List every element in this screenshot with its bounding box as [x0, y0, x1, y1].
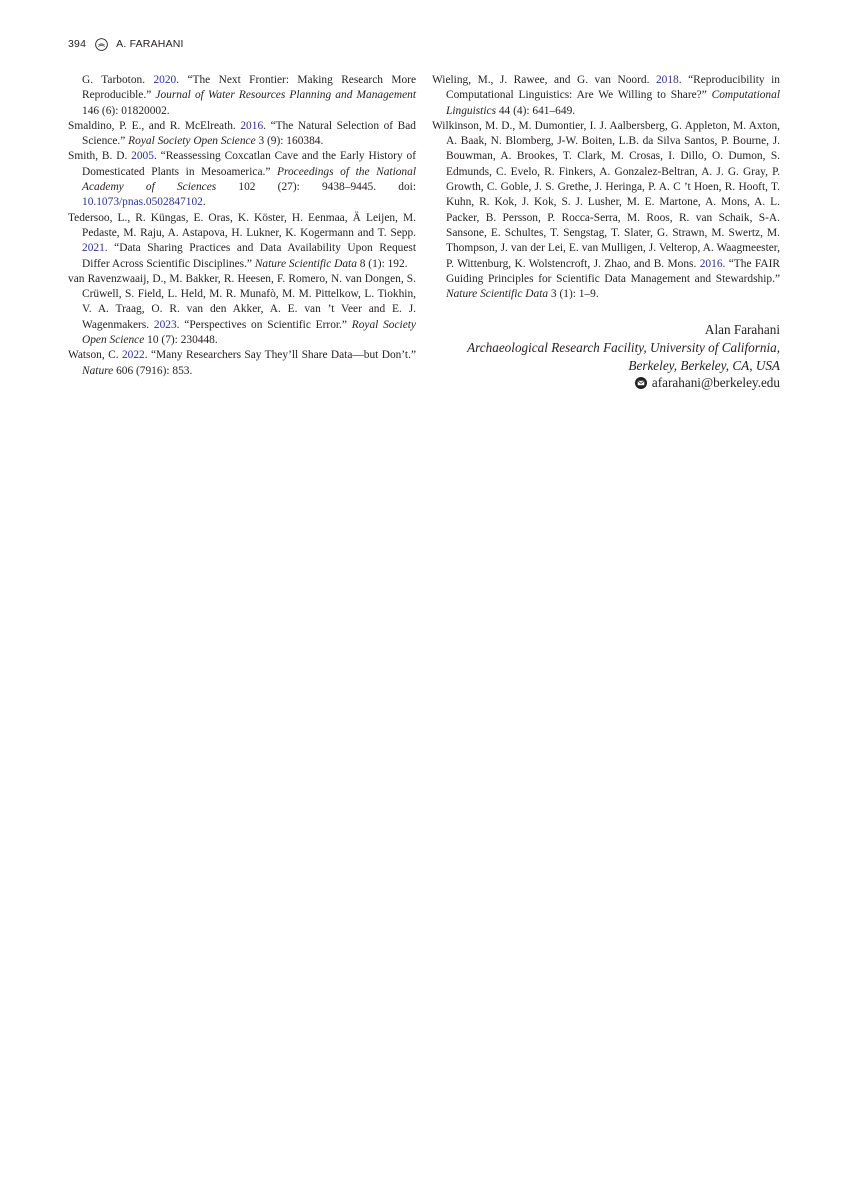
references-right-column: [432, 73, 780, 302]
author-affiliation-line2: Berkeley, Berkeley, CA, USA: [628, 357, 780, 373]
reference-text: 102 (27): 9438–9445. doi:: [216, 181, 416, 194]
reference-entry: [68, 272, 416, 348]
reference-text: Watson, C.: [68, 349, 122, 362]
reference-source-title: Computational Linguistics: [446, 89, 780, 117]
reference-link[interactable]: 10.1073/pnas.0502847102: [82, 196, 203, 209]
author-affiliation-line1: Archaeological Research Facility, University of California,: [467, 339, 780, 355]
reference-text: . “Perspectives on Scientific Error.”: [176, 318, 352, 331]
reference-source-title: Journal of Water Resources Planning and Management: [155, 89, 416, 102]
reference-link[interactable]: 2005: [131, 150, 154, 163]
reference-entry: [68, 119, 416, 150]
envelope-icon: [635, 377, 647, 389]
reference-text: 606 (7916): 853.: [113, 364, 193, 377]
reference-text: 10 (7): 230448.: [144, 334, 218, 347]
reference-text: Tedersoo, L., R. Küngas, E. Oras, K. Köster, H. Eenmaa, Ä Leijen, M. Pedaste, M. Raju, A. Astapova, H. Lukner, K. Kogermann and T. Sepp.: [68, 211, 416, 239]
running-head: A. FARAHANI: [116, 38, 184, 50]
reference-text: . “The FAIR Guiding Principles for Scientific Data Management and Stewardship.”: [446, 257, 781, 285]
reference-text: Wieling, M., J. Rawee, and G. van Noord.: [432, 74, 656, 86]
reference-entry: [68, 211, 416, 272]
reference-text: Wilkinson, M. D., M. Dumontier, I. J. Aalbersberg, G. Appleton, M. Axton, A. Baak, N. Blomberg, J-W. Boiten, L.B. da Silva Santos, P. Bourne, J. Bouwman, A. Brookes, T. Clark, M. Crosas, I. Dillo, O. Dumon, S. Edmunds, C. Evelo, R. Finkers, A. Gonzalez-Beltran, A. J. G. Gray, P. Growth, C. Goble, J. S. Grethe, J. Heringa, P. A. C ’t Hoen, R. Hooft, T. Kuhn, R. Kok, J. Kok, S. J. Lusher, M. E. Martone, A. Mons, A. L. Packer, B. Persson, P. Rocca-Serra, M. Roos, R. van Schaik, S-A. Sansone, E. Schultes, T. Sengstag, T. Slater, G. Strawn, M. Swertz, M. Thompson, J. van der Lei, E. van Mulligen, J. Velterop, A. Waagmeester, P. Wittenburg, K. Wolstencroft, J. Zhao, and B. Mons.: [432, 119, 780, 270]
reference-entry: [432, 119, 780, 303]
reference-entry: [68, 149, 416, 210]
reference-text: Smith, B. D.: [68, 150, 132, 163]
reference-entry: [68, 348, 416, 379]
author-name: Alan Farahani: [704, 322, 780, 337]
reference-text: . “The Next Frontier: Making Research More Reproducible.”: [82, 74, 416, 102]
reference-text: 8 (1): 192.: [356, 257, 408, 270]
reference-source-title: Nature Scientific Data: [446, 288, 549, 301]
author-block: [432, 321, 780, 394]
publisher-logo-icon: [95, 38, 108, 51]
reference-link[interactable]: 2020: [153, 74, 177, 86]
reference-text: . “Reassessing Coxcatlan Cave and the Early History of Domesticated Plants in Mesoamerica.”: [82, 150, 416, 178]
reference-link[interactable]: 2016: [699, 257, 723, 270]
reference-text: . “Data Sharing Practices and Data Availability Upon Request Differ Across Scientific Disciplines.”: [82, 242, 416, 270]
reference-source-title: Proceedings of the National Academy of Sciences: [82, 165, 416, 194]
reference-text: . “Reproducibility in Computational Linguistics: Are We Willing to Share?”: [446, 74, 780, 102]
reference-source-title: Nature: [82, 364, 114, 377]
page-number: 394: [68, 38, 87, 50]
author-email-row: [635, 374, 780, 392]
reference-link[interactable]: 2018: [655, 74, 679, 86]
reference-text: G. Tarboton.: [82, 74, 154, 86]
reference-link[interactable]: 2022: [121, 349, 145, 362]
reference-text: 3 (1): 1–9.: [548, 288, 599, 301]
reference-source-title: Royal Society Open Science: [128, 135, 256, 148]
reference-text: 3 (9): 160384.: [255, 135, 324, 148]
reference-text: 146 (6): 01820002.: [82, 104, 170, 117]
reference-source-title: Royal Society Open Science: [82, 318, 416, 347]
reference-text: Smaldino, P. E., and R. McElreath.: [68, 119, 241, 132]
reference-text: . “The Natural Selection of Bad Science.”: [82, 119, 417, 148]
reference-link[interactable]: 2021: [82, 242, 105, 255]
reference-text: .: [202, 196, 206, 209]
reference-source-title: Nature Scientific Data: [254, 257, 357, 270]
reference-link[interactable]: 2023: [153, 318, 177, 331]
reference-entry: [432, 73, 780, 119]
reference-text: 44 (4): 641–649.: [496, 104, 576, 117]
author-email-link[interactable]: afarahani@berkeley.edu: [651, 375, 780, 391]
references-left-column: [68, 73, 416, 379]
reference-text: van Ravenzwaaij, D., M. Bakker, R. Heesen, F. Romero, N. van Dongen, S. Crüwell, S. Field, L. Held, M. R. Munafò, M. M. Pittelkow, L. Tiokhin, V. A. Traag, O. R. van den Akker, A. E. van ’t Veer and E. J. Wagenmakers.: [68, 272, 416, 331]
reference-entry: [68, 73, 416, 119]
running-header: [68, 36, 184, 52]
reference-link[interactable]: 2016: [240, 119, 264, 132]
reference-text: . “Many Researchers Say They’ll Share Data—but Don’t.”: [144, 349, 416, 362]
